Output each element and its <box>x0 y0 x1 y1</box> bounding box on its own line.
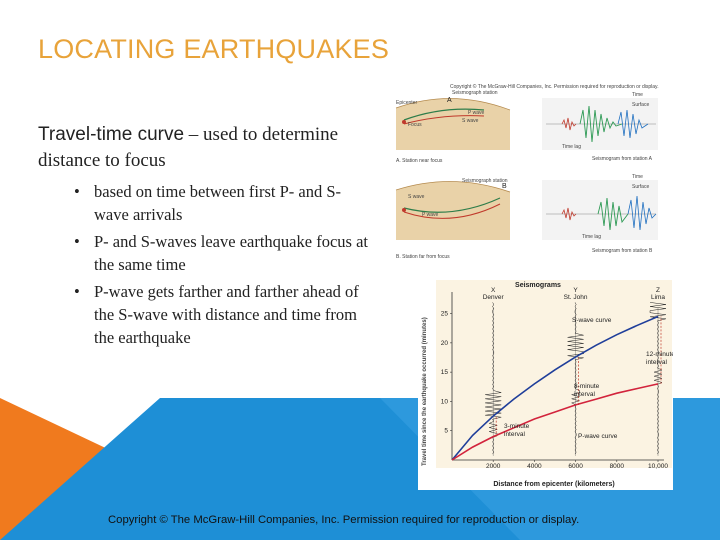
time-lag-label-a: Time lag <box>562 144 581 150</box>
wave-propagation-svg <box>392 80 662 266</box>
s-wave-label-a: S wave <box>462 118 479 124</box>
earth-cross-section-b <box>396 181 510 240</box>
y-tick-label: 10 <box>440 398 448 406</box>
x-tick-label: 2000 <box>485 463 501 470</box>
bullet-item <box>72 280 372 349</box>
focus-dot-a <box>402 120 406 124</box>
epicenter-label-a: Epicenter <box>396 100 418 106</box>
bullet-list <box>72 180 372 353</box>
time-label-b: Time <box>632 174 643 180</box>
station-letter-b: B <box>502 183 507 190</box>
station-name: Denver <box>482 294 504 301</box>
seismogram-b-caption: Seismogram from station B <box>592 248 653 254</box>
eight-minute-label: 8-minute <box>574 383 600 390</box>
focus-label-a: Focus <box>408 122 422 128</box>
time-lag-label-b: Time lag <box>582 234 601 240</box>
y-tick-label: 15 <box>440 369 448 377</box>
station-label-b: Seismograph station <box>462 178 508 184</box>
three-minute-label: 3-minute <box>504 423 530 430</box>
station-label-a: Seismograph station <box>452 90 498 96</box>
figure-copyright: Copyright © The McGraw-Hill Companies, Inc. Permission required for reproduction or display. <box>450 84 659 90</box>
bullet-item <box>72 230 372 276</box>
station-letter: Z <box>656 287 660 294</box>
y-tick-label: 5 <box>444 427 448 435</box>
panel-b-caption: B. Station far from focus <box>396 254 450 260</box>
seismogram-a-caption: Seismogram from station A <box>592 156 653 162</box>
chart-title: Seismograms <box>515 282 561 289</box>
panel-a-caption: A. Station near focus <box>396 158 443 164</box>
p-wave-label-a: P wave <box>468 110 485 116</box>
x-tick-label: 8000 <box>609 463 625 470</box>
station-name: St. John <box>563 294 588 301</box>
three-minute-label-2: interval <box>504 431 525 438</box>
wave-propagation-figure <box>392 80 662 266</box>
surface-label-b: Surface <box>632 184 650 190</box>
y-tick-label: 20 <box>440 339 448 347</box>
subhead-term: Travel-time curve <box>38 124 185 145</box>
subhead <box>38 122 368 174</box>
station-letter-a: A <box>447 97 452 104</box>
p-wave-label-b: P wave <box>422 212 439 218</box>
y-axis-label: Travel time since the earthquake occurred (minutes) <box>422 317 428 466</box>
y-tick-label: 25 <box>440 310 448 318</box>
s-wave-curve-label: S-wave curve <box>572 317 612 324</box>
time-label-a: Time <box>632 92 643 98</box>
copyright-footer: Copyright © The McGraw-Hill Companies, Inc. Permission required for reproduction or display. <box>108 514 580 526</box>
bullet-text: based on time between first P- and S-wave arrivals <box>94 182 341 224</box>
bullet-item <box>72 180 372 226</box>
bullet-text: P- and S-waves leave earthquake focus at the same time <box>94 232 368 274</box>
station-name: Lima <box>650 294 666 301</box>
focus-dot-b <box>402 208 406 212</box>
eight-minute-label-2: interval <box>574 391 595 398</box>
surface-label-a: Surface <box>632 102 650 108</box>
x-tick-label: 4000 <box>527 463 542 470</box>
travel-time-chart <box>418 276 673 490</box>
twelve-minute-label-2: interval <box>646 359 667 366</box>
twelve-minute-label: 12-minute <box>646 351 673 358</box>
s-wave-label-b: S wave <box>408 194 425 200</box>
bullet-dot-icon: • <box>74 282 80 301</box>
subhead-definition: – used to determine distance to focus <box>38 124 339 171</box>
p-wave-curve-label: P-wave curve <box>578 433 618 440</box>
station-letter: X <box>491 287 496 294</box>
x-axis-label: Distance from epicenter (kilometers) <box>493 481 615 488</box>
x-tick-label: 10,000 <box>648 463 668 470</box>
slide-title: LOCATING EARTHQUAKES <box>38 34 390 64</box>
chart-plot-area <box>436 280 672 468</box>
bullet-dot-icon: • <box>74 232 80 251</box>
bullet-text: P-wave gets farther and farther ahead of the S-wave with distance and time from the earthquake <box>94 282 359 347</box>
x-tick-label: 6000 <box>568 463 583 470</box>
travel-time-chart-svg <box>418 276 673 490</box>
station-letter: Y <box>573 287 578 294</box>
bullet-dot-icon: • <box>74 182 80 201</box>
